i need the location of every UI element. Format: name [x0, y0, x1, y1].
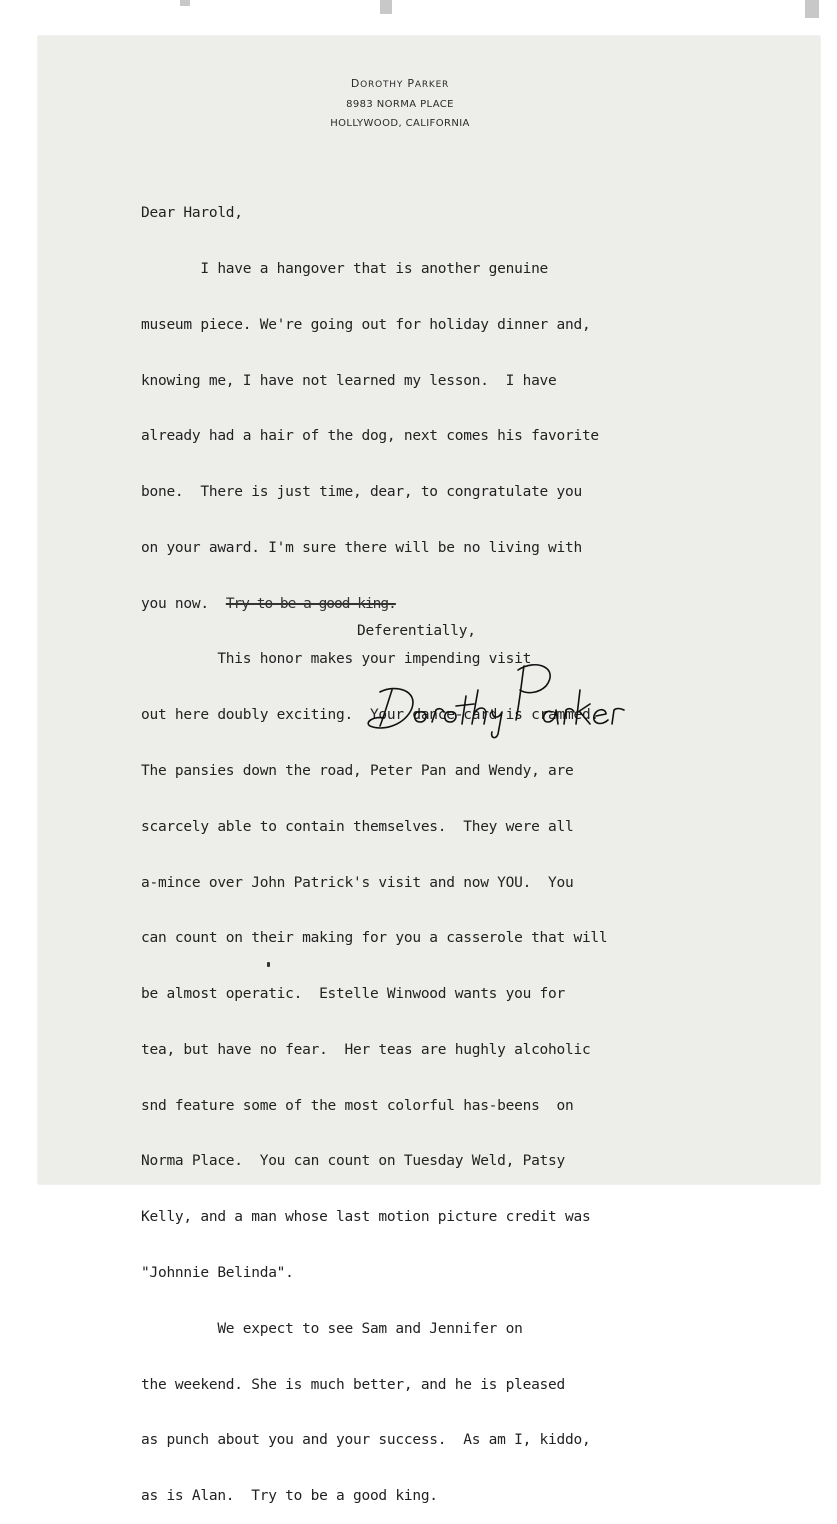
body-line: already had a hair of the dog, next comes his favorite: [141, 428, 599, 445]
body-line: "Johnnie Belinda".: [141, 1265, 294, 1282]
letterhead-city: HOLLYWOOD, CALIFORNIA: [330, 118, 470, 129]
body-line: The pansies down the road, Peter Pan and Wendy, are: [141, 763, 574, 779]
body-line: tea, but have no fear. Her teas are hughly alcoholic: [141, 1041, 591, 1058]
letterhead-name: [300, 74, 500, 95]
letterhead-name-first-initial: D: [350, 77, 361, 90]
struck-out-text: Try to be a good king.: [225, 595, 396, 612]
body-line: I have a hangover that is another genuine: [141, 260, 549, 277]
ink-speck: [267, 962, 270, 967]
body-line: knowing me, I have not learned my lesson. I have: [141, 372, 557, 389]
body-line: you now.: [141, 595, 226, 612]
body-line: the weekend. She is much better, and he is pleased: [141, 1376, 565, 1393]
body-line: This honor makes your impending visit: [141, 651, 532, 668]
handwritten-signature: [340, 630, 630, 740]
body-line: museum piece. We're going out for holiday dinner and,: [141, 316, 591, 333]
body-line: a-mince over John Patrick's visit and now YOU. You: [141, 874, 574, 891]
body-line: Norma Place. You can count on Tuesday Weld, Patsy: [141, 1153, 565, 1170]
closing: Deferentially,: [357, 623, 476, 639]
letter-body: [141, 167, 741, 1524]
letterhead-name-last-rest: ARKER: [414, 80, 450, 90]
body-line: be almost operatic. Estelle Winwood wants you for: [141, 986, 565, 1003]
body-line: as punch about you and your success. As am I, kiddo,: [141, 1432, 591, 1449]
letterhead-address: 8983 NORMA PLACE: [346, 99, 454, 110]
letterhead-name-last-initial: P: [407, 77, 415, 90]
body-line: snd feature some of the most colorful has-beens on: [141, 1097, 574, 1114]
scan-edge-mark: [380, 0, 392, 14]
body-line-with-strikeout: [141, 595, 741, 614]
body-line: scarcely able to contain themselves. They were all: [141, 818, 574, 835]
body-line: bone. There is just time, dear, to congratulate you: [141, 484, 582, 501]
body-line: on your award. I'm sure there will be no living with: [141, 539, 582, 556]
letterhead: [300, 74, 500, 133]
salutation: Dear Harold,: [141, 205, 243, 222]
body-line: can count on their making for you a casserole that will: [141, 930, 608, 947]
body-line: We expect to see Sam and Jennifer on: [141, 1320, 523, 1337]
body-line: as is Alan. Try to be a good king.: [141, 1488, 438, 1505]
scan-edge-mark: [180, 0, 190, 6]
body-line: Kelly, and a man whose last motion picture credit was: [141, 1209, 591, 1226]
scan-edge-mark: [805, 0, 819, 18]
body-line: out here doubly exciting. Your dance-card is crammed.: [141, 707, 599, 724]
letterhead-name-first-rest: OROTHY: [360, 80, 404, 90]
